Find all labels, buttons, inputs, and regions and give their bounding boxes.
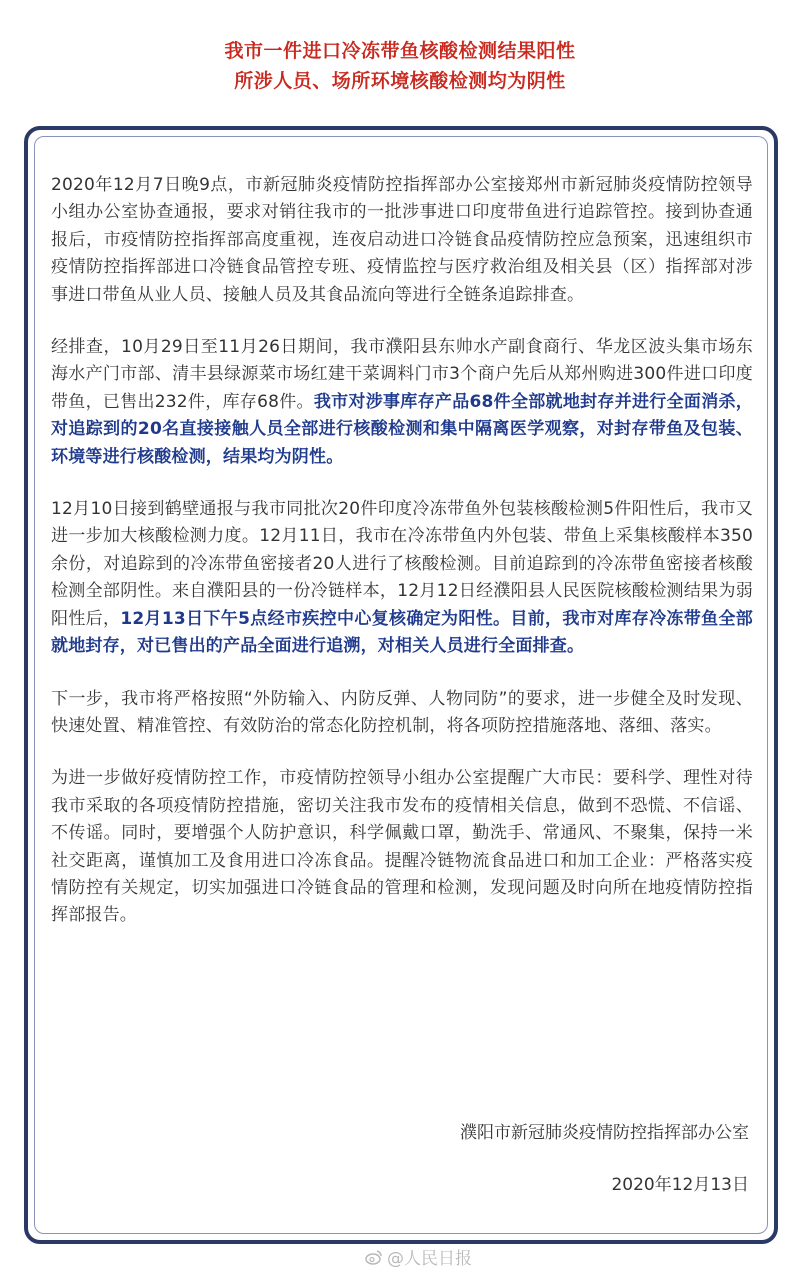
signature-date: 2020年12月13日 (611, 1175, 749, 1195)
watermark (365, 1244, 472, 1269)
page-subtitle: 所涉人员、场所环境核酸检测均为阴性 (234, 70, 566, 92)
paragraph-1: 2020年12月7日晚9点，市新冠肺炎疫情防控指挥部办公室接郑州市新冠肺炎疫情防控领导小组办公室协查通报，要求对销往我市的一批涉事进口印度带鱼进行追踪管控。接到协查通报后，市疫情防控指挥部高度重视，连夜启动进口冷链食品疫情防控应急预案，迅速组织市疫情防控指挥部进口冷链食品管控专班、疫情监控与医疗救治组及相关县（区）指挥部对涉事进口带鱼从业人员、接触人员及其食品流向等进行全链条追踪排查。 (51, 175, 753, 305)
watermark-text: @人民日报 (387, 1249, 472, 1269)
paragraph-5: 为进一步做好疫情防控工作，市疫情防控领导小组办公室提醒广大市民：要科学、理性对待我市采取的各项疫情防控措施，密切关注我市发布的疫情相关信息，做到不恐慌、不信谣、不传谣。同时，要增强个人防护意识，科学佩戴口罩，勤洗手、常通风、不聚集，保持一米社交距离，谨慎加工及食用进口冷冻食品。提醒冷链物流食品进口和加工企业：严格落实疫情防控有关规定，切实加强进口冷链食品的管理和检测，发现问题及时向所在地疫情防控指挥部报告。 (51, 768, 753, 926)
paragraph-3-emphasis: 12月13日下午5点经市疾控中心复核确定为阳性。目前，我市对库存冷冻带鱼全部就地封存，对已售出的产品全面进行追溯，对相关人员进行全面排查。 (51, 608, 753, 657)
weibo-icon (365, 1248, 383, 1266)
paragraph-3-text: 12月10日接到鹤壁通报与我市同批次20件印度冷冻带鱼外包装核酸检测5件阳性后，我市又进一步加大核酸检测力度。12月11日，我市在冷冻带鱼内外包装、带鱼上采集核酸样本350余份，对追踪到的冷冻带鱼密接者20人进行了核酸检测。目前追踪到的冷冻带鱼密接者核酸检测全部阴性。来自濮阳县的一份冷链样本，12月12日经濮阳县人民医院核酸检测结果为弱阳性后， (51, 499, 753, 629)
page-title: 我市一件进口冷冻带鱼核酸检测结果阳性 (224, 40, 576, 62)
article-body (51, 172, 753, 955)
paragraph-3 (51, 496, 753, 660)
signature-organization: 濮阳市新冠肺炎疫情防控指挥部办公室 (460, 1123, 749, 1143)
header (0, 36, 800, 96)
paragraph-2-emphasis: 我市对涉事库存产品68件全部就地封存并进行全面消杀，对追踪到的20名直接接触人员全部进行核酸检测和集中隔离医学观察，对封存带鱼及包装、环境等进行核酸检测，结果均为阴性。 (51, 391, 753, 467)
paragraph-2 (51, 334, 753, 471)
paragraph-2-text: 经排查，10月29日至11月26日期间，我市濮阳县东帅水产副食商行、华龙区波头集市场东海水产门市部、清丰县绿源菜市场红建干菜调料门市3个商户先后从郑州购进300件进口印度带鱼，已售出232件，库存68件。 (51, 337, 753, 412)
paragraph-4: 下一步，我市将严格按照“外防输入、内防反弹、人物同防”的要求，进一步健全及时发现、快速处置、精准管控、有效防治的常态化防控机制，将各项防控措施落地、落细、落实。 (51, 688, 753, 736)
